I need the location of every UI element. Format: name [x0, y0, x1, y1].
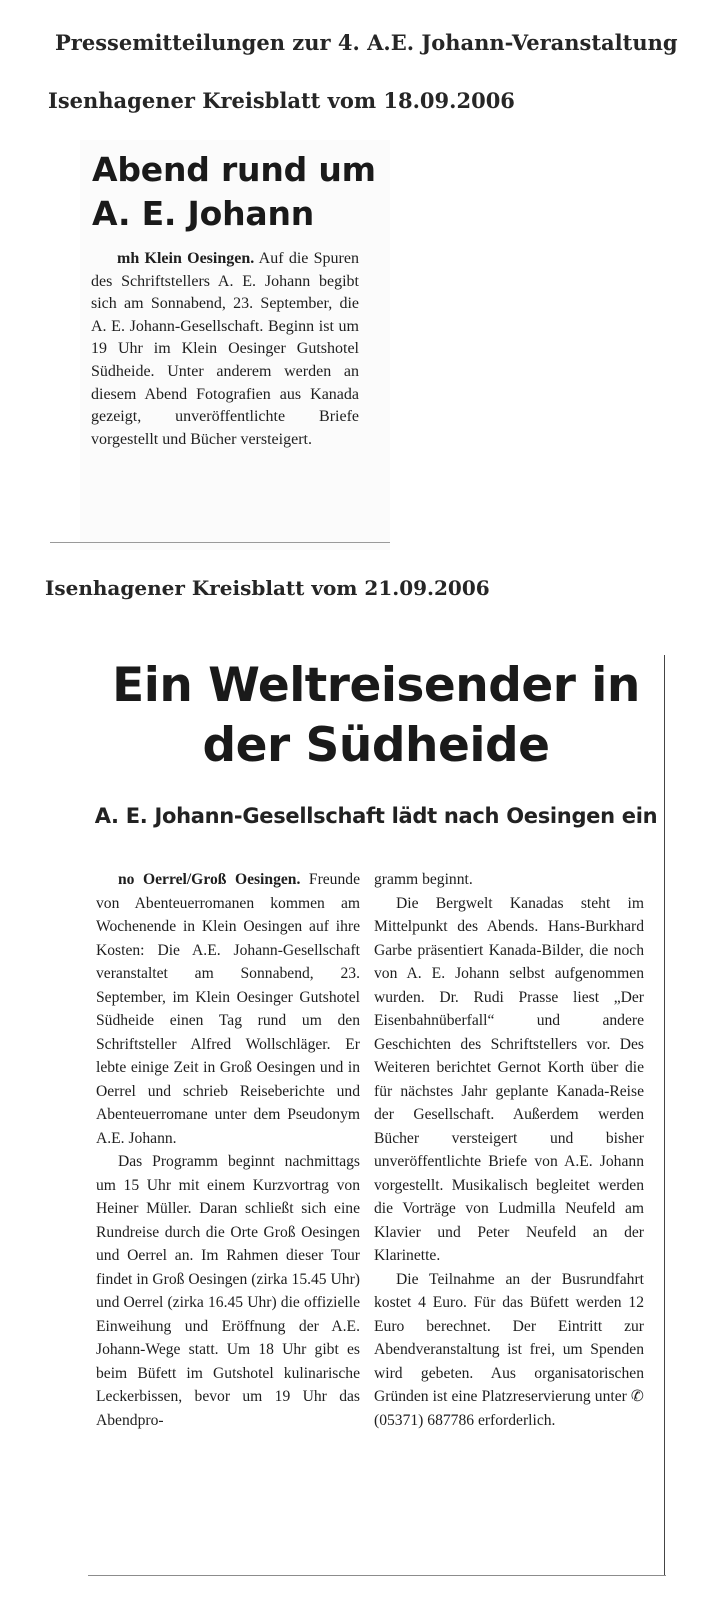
- article-1-lead: mh Klein Oesingen.: [117, 250, 255, 267]
- article-1-text: Auf die Spuren des Schriftstellers A. E. Johann begibt sich am Sonnabend, 23. September, die A. E. Johann-Gesellschaft. Beginn ist um 19 Uhr im Klein Oesinger Gutshotel Südheide. Unter anderem werden an diesem Abend Fotografien aus Kanada gezeigt, unveröffentlichte Briefe vorgestellt und Bücher versteigert.: [91, 250, 359, 448]
- article-2-paragraph: [96, 868, 360, 1150]
- article-2-text: Freunde von Abenteuerromanen kommen am Wochenende in Klein Oesingen auf ihre Kosten: Die A.E. Johann-Gesellschaft veranstaltet am Sonnabend, 23. September, im Klein Oesinger Gutshotel Südheide einen Tag rund um den Schriftsteller Alfred Wollschläger. Er lebte einige Zeit in Groß Oesingen und in Oerrel und schrieb Reiseberichte und Abenteuerromane unter dem Pseudonym A.E. Johann.: [96, 871, 360, 1147]
- article-2-headline: Ein Weltreisender in der Südheide: [112, 658, 640, 773]
- article-1-headline: Abend rund um A. E. Johann: [92, 150, 376, 233]
- article-2-lead: no Oerrel/Groß Oesingen.: [118, 871, 301, 888]
- article-2-paragraph: Die Bergwelt Kanadas steht im Mittelpunkt des Abends. Hans-Burkhard Garbe präsentiert Kanada-Bilder, die noch von A. E. Johann selbst aufgenommen wurden. Dr. Rudi Prasse liest „Der Eisenbahnüberfall“ und andere Geschichten des Schriftstellers vor. Des Weiteren berichtet Gernot Korth über die für nächstes Jahr geplante Kanada-Reise der Gesellschaft. Außerdem werden Bücher versteigert und bisher unveröffentlichte Briefe von A.E. Johann vorgestellt. Musikalisch begleitet werden die Vorträge von Ludmilla Neufeld am Klavier und Peter Neufeld an der Klarinette.: [374, 894, 644, 1264]
- article-2-divider: [88, 1575, 666, 1576]
- article-2-paragraph: Die Teilnahme an der Busrundfahrt kostet 4 Euro. Für das Büfett werden 12 Euro berechnet. Der Eintritt zur Abendveranstaltung ist frei, um Spenden wird gebeten. Aus organisatorischen Gründen ist eine Platzreservierung unter ✆ (05371) 687786 erforderlich.: [374, 1270, 644, 1429]
- article-2-source: Isenhagener Kreisblatt vom 21.09.2006: [45, 576, 490, 600]
- article-1-paragraph: [91, 248, 359, 451]
- article-2-right-column: [374, 868, 644, 1432]
- article-1-divider: [50, 542, 390, 543]
- article-2-paragraph: gramm beginnt.: [374, 871, 473, 888]
- article-2-left-column: [96, 868, 360, 1432]
- article-2-paragraph: Das Programm beginnt nachmittags um 15 Uhr mit einem Kurzvortrag von Heiner Müller. Daran schließt sich eine Rundreise durch die Orte Groß Oesingen und Oerrel an. Im Rahmen dieser Tour findet in Groß Oesingen (zirka 15.45 Uhr) und Oerrel (zirka 16.45 Uhr) die offizielle Einweihung und Eröffnung der A.E. Johann-Wege statt. Um 18 Uhr gibt es beim Büfett im Gutshotel kulinarische Leckerbissen, bevor um 19 Uhr das Abendpro-: [96, 1153, 360, 1429]
- document-title: Pressemitteilungen zur 4. A.E. Johann-Veranstaltung: [55, 30, 678, 55]
- article-1-body: [91, 248, 359, 451]
- article-2-subheadline: A. E. Johann-Gesellschaft lädt nach Oesingen ein: [94, 804, 658, 828]
- article-1-source: Isenhagener Kreisblatt vom 18.09.2006: [48, 88, 515, 113]
